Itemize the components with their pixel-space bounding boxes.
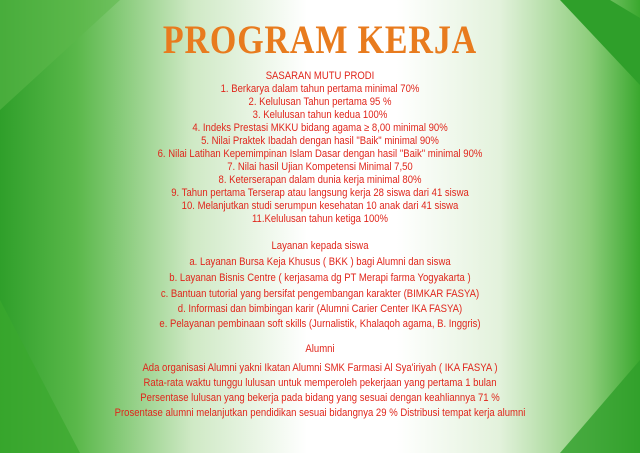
sasaran-heading: SASARAN MUTU PRODI (265, 70, 375, 82)
layanan-heading: Layanan kepada siswa (271, 240, 369, 252)
list-item: 9. Tahun pertama Terserap atau langsung kerja 28 siswa dari 41 siswa (171, 187, 469, 199)
list-item: d. Informasi dan bimbingan karir (Alumni Carier Center IKA FASYA) (177, 303, 463, 315)
list-item: 4. Indeks Prestasi MKKU bidang agama ≥ 8,00 minimal 90% (192, 122, 448, 134)
alumni-heading: Alumni (305, 343, 335, 355)
list-item: Ada organisasi Alumni yakni Ikatan Alumni SMK Farmasi Al Sya'iriyah ( IKA FASYA ) (142, 362, 498, 374)
list-item: c. Bantuan tutorial yang bersifat pengembangan karakter (BIMKAR FASYA) (160, 288, 480, 300)
list-item: Prosentase alumni melanjutkan pendidikan sesuai bidangnya 29 % Distribusi tempat kerja alumni (114, 407, 526, 419)
list-item: 8. Keterserapan dalam dunia kerja minimal 80% (218, 174, 422, 186)
list-item: 2. Kelulusan Tahun pertama 95 % (248, 96, 392, 108)
list-item: 1. Berkarya dalam tahun pertama minimal 70% (220, 83, 420, 95)
list-item: 5. Nilai Praktek Ibadah dengan hasil "Baik" minimal 90% (201, 135, 439, 147)
list-item: a. Layanan Bursa Keja Khusus ( BKK ) bagi Alumni dan siswa (189, 256, 451, 268)
list-item: Persentase lulusan yang bekerja pada bidang yang sesuai dengan keahliannya 71 % (140, 392, 500, 404)
list-item: b. Layanan Bisnis Centre ( kerjasama dg PT Merapi farma Yogyakarta ) (169, 272, 471, 284)
list-item: 10. Melanjutkan studi serumpun kesehatan 10 anak dari 41 siswa (181, 200, 459, 212)
page-title: PROGRAM KERJA (162, 17, 478, 62)
list-item: 7. Nilai hasil Ujian Kompetensi Minimal 7,50 (227, 161, 413, 173)
list-item: 3. Kelulusan tahun kedua 100% (252, 109, 388, 121)
list-item: 6. Nilai Latihan Kepemimpinan Islam Dasar dengan hasil "Baik" minimal 90% (157, 148, 483, 160)
list-item: 11.Kelulusan tahun ketiga 100% (251, 213, 389, 225)
list-item: e. Pelayanan pembinaan soft skills (Jurnalistik, Khalaqoh agama, B. Inggris) (159, 318, 481, 330)
list-item: Rata-rata waktu tunggu lulusan untuk memperoleh pekerjaan yang pertama 1 bulan (143, 377, 497, 389)
